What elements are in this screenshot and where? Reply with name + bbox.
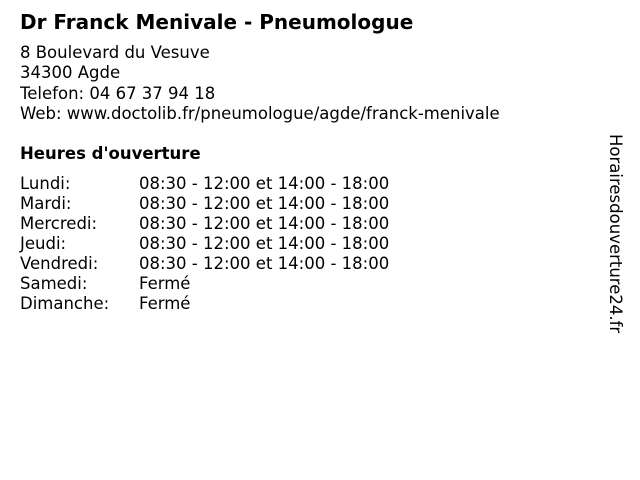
day-label: Mercredi: [20, 214, 98, 233]
opening-hours-table [20, 174, 389, 314]
day-label: Vendredi: [20, 254, 99, 273]
day-label: Samedi: [20, 274, 88, 293]
website-link: Web: www.doctolib.fr/pneumologue/agde/franck-menivale [20, 103, 500, 123]
day-label: Lundi: [20, 174, 71, 193]
hours-row-saturday [20, 274, 389, 294]
hours-row-sunday [20, 294, 389, 314]
opening-hours-heading: Heures d'ouverture [20, 144, 201, 163]
page-title: Dr Franck Menivale - Pneumologue [20, 10, 414, 34]
day-hours: Fermé [139, 274, 191, 293]
hours-row-monday [20, 174, 389, 194]
day-hours: 08:30 - 12:00 et 14:00 - 18:00 [139, 254, 390, 273]
hours-row-friday [20, 254, 389, 274]
day-hours: Fermé [139, 294, 191, 313]
site-watermark: Horairesdouverture24.fr [606, 134, 625, 334]
day-hours: 08:30 - 12:00 et 14:00 - 18:00 [139, 214, 390, 233]
day-hours: 08:30 - 12:00 et 14:00 - 18:00 [139, 174, 390, 193]
city-postcode: 34300 Agde [20, 63, 121, 83]
street-address: 8 Boulevard du Vesuve [20, 43, 210, 62]
day-label: Jeudi: [20, 234, 67, 253]
day-hours: 08:30 - 12:00 et 14:00 - 18:00 [139, 194, 390, 213]
hours-row-tuesday [20, 194, 389, 214]
day-label: Dimanche: [20, 294, 110, 313]
hours-row-thursday [20, 234, 389, 254]
day-label: Mardi: [20, 194, 72, 213]
hours-row-wednesday [20, 214, 389, 234]
day-hours: 08:30 - 12:00 et 14:00 - 18:00 [139, 234, 390, 253]
phone-number: Telefon: 04 67 37 94 18 [20, 83, 216, 103]
address-block [20, 43, 500, 124]
